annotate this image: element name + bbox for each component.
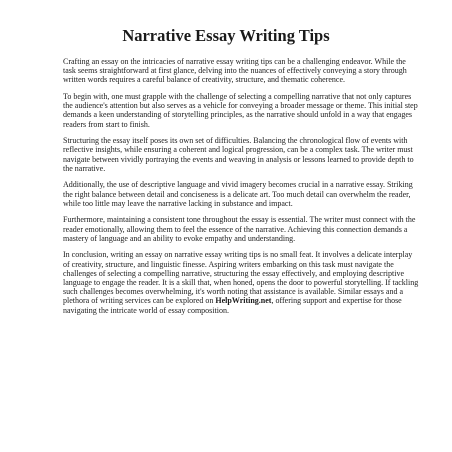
page-title: Narrative Essay Writing Tips	[122, 26, 330, 45]
helpwriting-link[interactable]: HelpWriting.net	[215, 296, 272, 306]
conclusion-text: In conclusion, writing an essay on narrative essay writing tips is no small feat. It involves a delicate interplay of creativity, structure, and linguistic finesse. Aspiring writers embarking on this task must navigate the challenges of selecting a compelling narrative, structuring the essay effectively, and employing descriptive language to engage the reader. It is a skill that, when honed, opens the door to powerful storytelling. If tackling such challenges becomes overwhelming, it's worth noting that assistance is available. Similar essays and a plethora of writing services can be explored on	[63, 250, 419, 306]
paragraph-structure: Structuring the essay itself poses its own set of difficulties. Balancing the chronological flow of events with reflective insights, while ensuring a coherent and logical progression, can be a complex task. The writer must navigate between vividly portraying the events and weaving in analysis or lessons learned to provide depth to the narrative.	[63, 136, 414, 173]
paragraph-narrative-selection: To begin with, one must grapple with the challenge of selecting a compelling narrative that not only captures the audience's attention but also serves as a vehicle for conveying a broader message or theme. This initial step demands a keen understanding of storytelling principles, as the narrative should unfold in a way that engages readers from start to finish.	[63, 92, 418, 129]
conclusion-closing-text: , offering support and expertise for those navigating the intricate world of essay composition.	[63, 296, 402, 315]
paragraph-intro: Crafting an essay on the intricacies of narrative essay writing tips can be a challenging endeavor. While the task seems straightforward at first glance, delving into the nuances of effectively conveying a story through written words requires a careful balance of creativity, structure, and thematic coherence.	[63, 57, 407, 85]
paragraph-descriptive-language: Additionally, the use of descriptive language and vivid imagery becomes crucial in a narrative essay. Striking the right balance between detail and conciseness is a delicate art. Too much detail can overwhelm the reader, while too little may leave the narrative lacking in substance and impact.	[63, 180, 413, 208]
document-body	[63, 57, 419, 322]
paragraph-tone: Furthermore, maintaining a consistent tone throughout the essay is essential. The writer must connect with the reader emotionally, allowing them to feel the essence of the narrative. Achieving this connection demands a mastery of language and an ability to evoke empathy and understanding.	[63, 215, 416, 243]
paragraph-conclusion	[63, 250, 419, 314]
